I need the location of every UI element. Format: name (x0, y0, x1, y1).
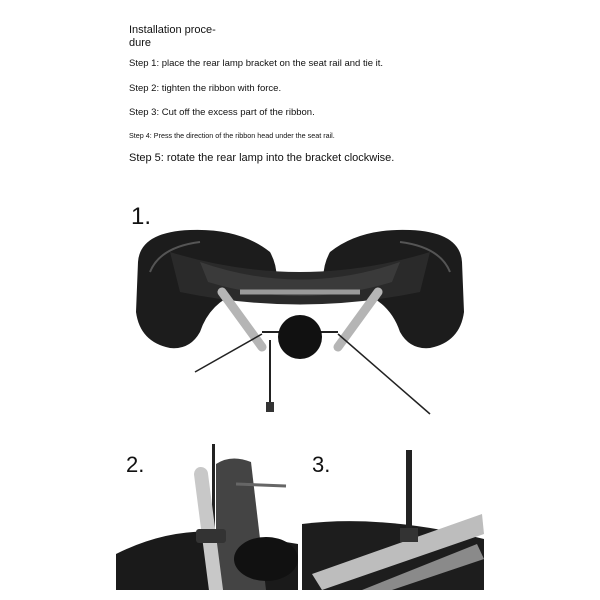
figure-1-saddle-image (130, 222, 470, 422)
figure-2-panel (116, 444, 298, 590)
figure-2-label: 2. (126, 452, 145, 477)
step-3-text: Step 3: Cut off the excess part of the ribbon. (129, 107, 315, 118)
procedure-title: Installation proce- dure (129, 24, 216, 49)
figure-1-label: 1. (131, 203, 152, 230)
figure-3-panel (302, 444, 484, 590)
step-1-text: Step 1: place the rear lamp bracket on the seat rail and tie it. (129, 58, 384, 69)
figure-3-label: 3. (312, 452, 331, 477)
step-4-text: Step 4: Press the direction of the ribbon head under the seat rail. (129, 131, 335, 140)
step-5-text: Step 5: rotate the rear lamp into the bracket clockwise. (129, 152, 395, 164)
step-2-text: Step 2: tighten the ribbon with force. (129, 83, 282, 94)
